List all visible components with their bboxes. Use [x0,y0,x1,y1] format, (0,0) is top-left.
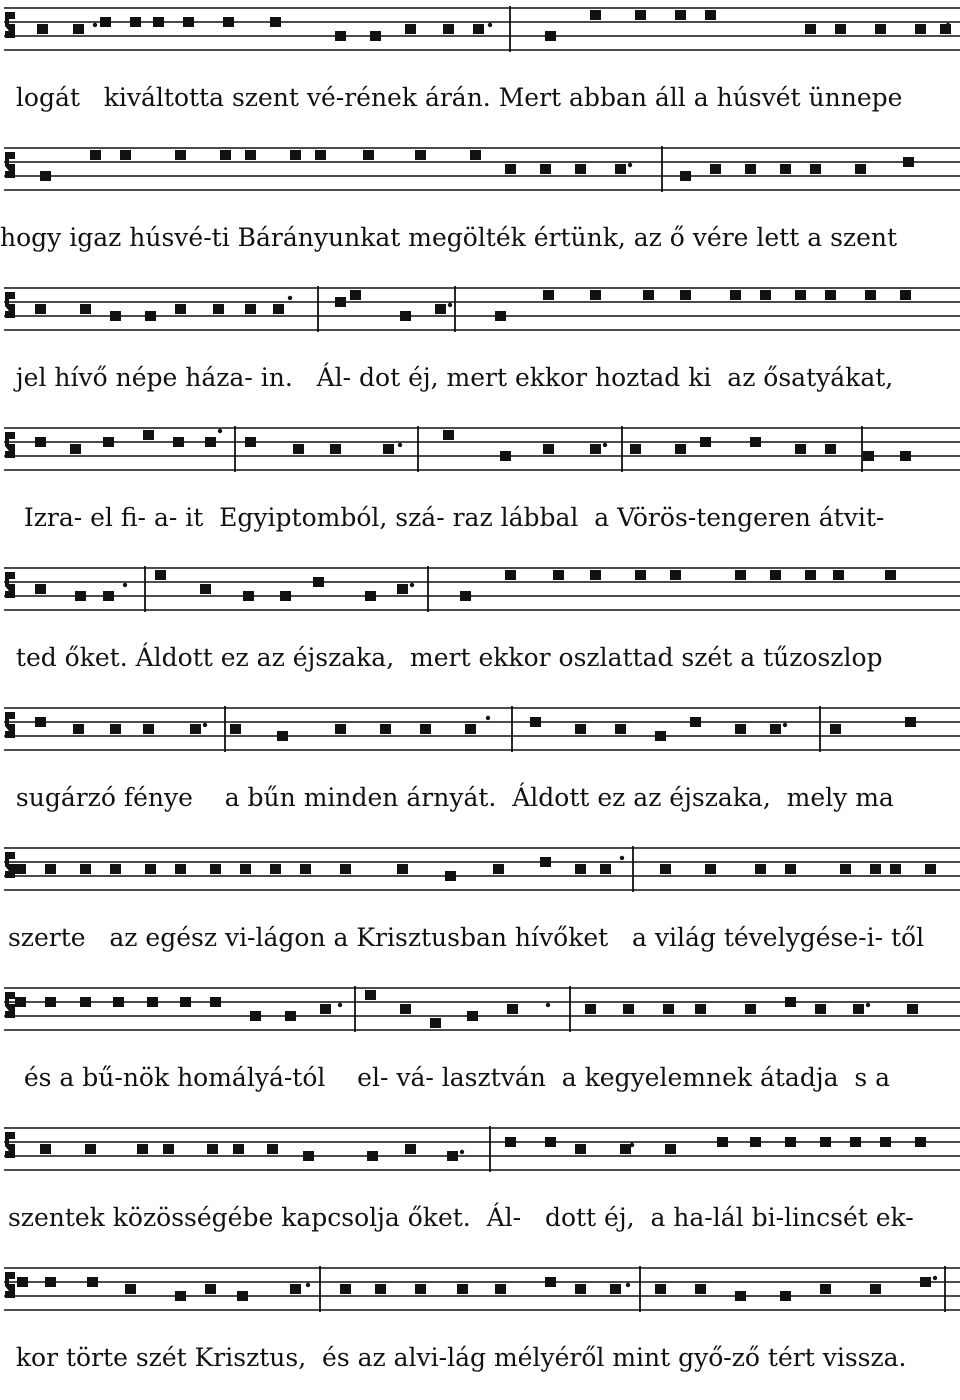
chant-note [397,584,408,594]
chant-note [665,1144,676,1154]
chant-note [835,24,846,34]
chant-note [293,444,304,454]
chant-note [120,150,131,160]
chant-note [473,24,484,34]
chant-note [903,157,914,167]
chant-note [495,311,506,321]
chant-note [635,10,646,20]
chant-note [770,724,781,734]
chant-note [365,990,376,1000]
chant-note [820,1137,831,1147]
chant-note [147,997,158,1007]
chant-note [430,1018,441,1028]
chant-note [735,724,746,734]
punctum-dot [93,23,97,27]
chant-note [190,724,201,734]
chant-note [635,570,646,580]
chant-note [175,1291,186,1301]
chant-note [375,1284,386,1294]
chant-note [40,1144,51,1154]
chant-note [575,1144,586,1154]
chant-note [125,1284,136,1294]
chant-note [103,591,114,601]
chant-note [610,1284,621,1294]
chant-note [245,437,256,447]
chant-note [270,17,281,27]
lyric-line: szentek közösségébe kapcsolja őket. Ál- dott éj, a ha-lál bi-lincsét ek- [0,1203,914,1232]
chant-note [780,164,791,174]
chant-note [590,10,601,20]
punctum-dot [628,163,632,167]
chant-note [37,24,48,34]
chant-note [820,1284,831,1294]
chant-note [110,724,121,734]
chant-note [865,290,876,300]
chant-note [90,150,101,160]
chant-note [500,451,511,461]
chant-note [75,591,86,601]
chant-note [173,437,184,447]
chant-note [880,1137,891,1147]
chant-note [340,1284,351,1294]
chant-note [900,290,911,300]
chant-note [925,864,936,874]
chant-note [87,1277,98,1287]
c-clef-icon [5,712,15,738]
chant-note [875,24,886,34]
chant-note [183,17,194,27]
chant-note [623,1004,634,1014]
c-clef-icon [5,1272,15,1298]
lyric-line: kor törte szét Krisztus, és az alvi-lág mélyéről mint győ-ző tért vissza. [0,1343,907,1372]
chant-note [400,311,411,321]
c-clef-icon [5,432,15,458]
music-staff [0,700,960,770]
lyric-line: hogy igaz húsvé-ti Bárányunkat megölték értünk, az ő vére lett a szent [0,223,898,252]
punctum-dot [123,583,127,587]
chant-note [447,1151,458,1161]
chant-note [655,731,666,741]
punctum-dot [398,443,402,447]
chant-note [40,171,51,181]
chant-note [243,591,254,601]
chant-note [700,437,711,447]
chant-note [915,24,926,34]
chant-note [540,164,551,174]
chant-note [840,864,851,874]
chant-note [35,304,46,314]
chant-note [180,997,191,1007]
chant-system [0,980,960,1120]
chant-note [760,290,771,300]
chant-note [240,864,251,874]
chant-note [213,304,224,314]
chant-note [575,724,586,734]
chant-note [143,724,154,734]
chant-note [245,150,256,160]
music-staff [0,560,960,630]
chant-note [145,311,156,321]
chant-note [113,997,124,1007]
chant-note [335,31,346,41]
chant-note [643,290,654,300]
chant-note [205,1284,216,1294]
chant-note [730,290,741,300]
chant-note [405,1144,416,1154]
chant-note [495,1284,506,1294]
chant-note [530,717,541,727]
chant-note [543,290,554,300]
chant-note [73,24,84,34]
chant-note [435,304,446,314]
chant-note [443,24,454,34]
chant-note [770,570,781,580]
chant-note [230,724,241,734]
chant-note [735,570,746,580]
chant-note [745,164,756,174]
chant-note [505,1137,516,1147]
chant-note [340,864,351,874]
chant-note [590,570,601,580]
chant-note [680,171,691,181]
chant-note [137,1144,148,1154]
chant-note [825,444,836,454]
punctum-dot [448,303,452,307]
music-staff [0,840,960,910]
chant-note [80,304,91,314]
chant-note [220,150,231,160]
chant-note [663,1004,674,1014]
chant-note [545,31,556,41]
c-clef-icon [5,572,15,598]
chant-note [780,1291,791,1301]
chant-note [73,724,84,734]
lyric-line: jel hívő népe háza- in. Ál- dot éj, mert ekkor hoztad ki az ősatyákat, [0,363,894,392]
lyric-line: sugárzó fénye a bűn minden árnyát. Áldott ez az éjszaka, mely ma [0,783,894,812]
chant-note [750,437,761,447]
chant-note [795,444,806,454]
chant-note [45,1277,56,1287]
chant-note [415,150,426,160]
chant-note [15,997,26,1007]
punctum-dot [783,723,787,727]
chant-note [505,570,516,580]
chant-note [245,304,256,314]
chant-note [175,304,186,314]
chant-note [233,1144,244,1154]
chant-note [695,1284,706,1294]
chant-note [35,584,46,594]
chant-note [35,437,46,447]
chant-note [383,444,394,454]
punctum-dot [306,1283,310,1287]
c-clef-icon [5,852,15,878]
chant-note [810,164,821,174]
chant-note [223,17,234,27]
chant-note [755,864,766,874]
chant-note [545,1277,556,1287]
punctum-dot [946,23,950,27]
chant-note [705,864,716,874]
chant-note [210,864,221,874]
chant-note [367,1151,378,1161]
chant-note [277,731,288,741]
chant-note [465,724,476,734]
chant-note [80,864,91,874]
chant-note [445,871,456,881]
chant-note [45,997,56,1007]
chant-note [920,1277,931,1287]
chant-note [675,10,686,20]
chant-note [680,290,691,300]
chant-note [785,997,796,1007]
music-staff [0,1120,960,1190]
c-clef-icon [5,152,15,178]
chant-note [907,1004,918,1014]
chant-note [290,150,301,160]
chant-note [615,724,626,734]
chant-note [705,10,716,20]
chant-note [695,1004,706,1014]
chant-note [575,164,586,174]
chant-note [290,1284,301,1294]
punctum-dot [630,1143,634,1147]
chant-note [70,444,81,454]
chant-note [890,864,901,874]
punctum-dot [603,443,607,447]
chant-note [470,150,481,160]
punctum-dot [933,1276,937,1280]
chant-note [493,864,504,874]
punctum-dot [410,583,414,587]
chant-note [850,1137,861,1147]
chant-note [15,864,26,874]
chant-note [900,451,911,461]
c-clef-icon [5,292,15,318]
punctum-dot [620,856,624,860]
chant-note [443,430,454,440]
chant-note [267,1144,278,1154]
chant-note [175,150,186,160]
c-clef-icon [5,992,15,1018]
chant-note [17,1277,28,1287]
chant-note [615,164,626,174]
chant-note [210,997,221,1007]
lyric-line: Izra- el fi- a- it Egyiptomból, szá- raz lábbal a Vörös-tengeren átvit- [0,503,885,532]
chant-note [103,437,114,447]
chant-note [575,1284,586,1294]
chant-note [745,1004,756,1014]
chant-note [320,1004,331,1014]
punctum-dot [488,23,492,27]
chant-note [543,444,554,454]
lyric-line: és a bű-nök homályá-tól el- vá- lasztván a kegyelemnek átadja s a [0,1063,891,1092]
chant-note [363,150,374,160]
chant-system [0,140,960,280]
chant-note [717,1137,728,1147]
chant-note [163,1144,174,1154]
lyric-line: ted őket. Áldott ez az éjszaka, mert ekkor oszlattad szét a tűzoszlop [0,643,883,672]
chant-note [335,297,346,307]
chant-note [675,444,686,454]
chant-note [815,1004,826,1014]
chant-note [85,1144,96,1154]
chant-note [350,290,361,300]
music-staff [0,980,960,1050]
chant-note [207,1144,218,1154]
chant-system [0,560,960,700]
chant-note [620,1144,631,1154]
chant-note [575,864,586,874]
chant-note [315,150,326,160]
chant-note [750,1137,761,1147]
chant-note [200,584,211,594]
music-staff [0,420,960,490]
chant-note [545,1137,556,1147]
chant-note [795,290,806,300]
chant-note [690,717,701,727]
chant-note [130,17,141,27]
punctum-dot [546,1003,550,1007]
punctum-dot [288,296,292,300]
chant-note [805,24,816,34]
chant-note [870,864,881,874]
chant-note [270,864,281,874]
chant-note [237,1291,248,1301]
chant-note [415,1284,426,1294]
chant-note [285,1011,296,1021]
chant-note [380,724,391,734]
chant-note [273,304,284,314]
chant-system [0,1260,960,1400]
chant-note [365,591,376,601]
chant-note [153,17,164,27]
music-staff [0,280,960,350]
chant-note [35,717,46,727]
chant-note [710,164,721,174]
chant-note [670,570,681,580]
chant-note [885,570,896,580]
chant-note [250,1011,261,1021]
chant-note [313,577,324,587]
chant-note [110,864,121,874]
chant-note [155,570,166,580]
chant-note [400,1004,411,1014]
c-clef-icon [5,1132,15,1158]
chant-note [825,290,836,300]
chant-note [830,724,841,734]
chant-note [863,451,874,461]
chant-note [540,857,551,867]
chant-system [0,840,960,980]
chant-note [915,1137,926,1147]
chant-note [300,864,311,874]
chant-note [175,864,186,874]
punctum-dot [218,429,222,433]
chant-note [467,1011,478,1021]
c-clef-icon [5,12,15,38]
chant-note [80,997,91,1007]
chant-note [420,724,431,734]
lyric-line: szerte az egész vi-lágon a Krisztusban hívőket a világ tévelygése-i- től [0,923,925,952]
chant-note [457,1284,468,1294]
punctum-dot [460,1150,464,1154]
chant-note [855,164,866,174]
chant-note [905,717,916,727]
punctum-dot [486,716,490,720]
chant-system [0,1120,960,1260]
chant-note [630,444,641,454]
chant-note [785,864,796,874]
chant-note [590,444,601,454]
chant-note [585,1004,596,1014]
music-staff [0,140,960,210]
chant-note [303,1151,314,1161]
chant-note [370,31,381,41]
chant-note [335,724,346,734]
punctum-dot [203,723,207,727]
chant-note [655,1284,666,1294]
punctum-dot [626,1283,630,1287]
chant-note [853,1004,864,1014]
chant-note [45,864,56,874]
chant-system [0,420,960,560]
chant-note [660,864,671,874]
chant-note [507,1004,518,1014]
chant-note [405,24,416,34]
chant-note [553,570,564,580]
chant-note [330,444,341,454]
chant-note [785,1137,796,1147]
chant-note [205,437,216,447]
music-staff [0,0,960,70]
chant-note [397,864,408,874]
chant-note [143,430,154,440]
punctum-dot [866,1003,870,1007]
chant-note [505,164,516,174]
chant-note [460,591,471,601]
chant-note [110,311,121,321]
chant-note [280,591,291,601]
chant-note [833,570,844,580]
lyric-line: logát kiváltotta szent vé-rének árán. Mert abban áll a húsvét ünnepe [0,83,903,112]
chant-note [870,1284,881,1294]
chant-note [100,17,111,27]
chant-system [0,700,960,840]
chant-note [805,570,816,580]
chant-note [145,864,156,874]
chant-system [0,280,960,420]
music-staff [0,1260,960,1330]
chant-note [735,1291,746,1301]
chant-note [590,290,601,300]
chant-note [600,864,611,874]
chant-system [0,0,960,140]
punctum-dot [338,1003,342,1007]
